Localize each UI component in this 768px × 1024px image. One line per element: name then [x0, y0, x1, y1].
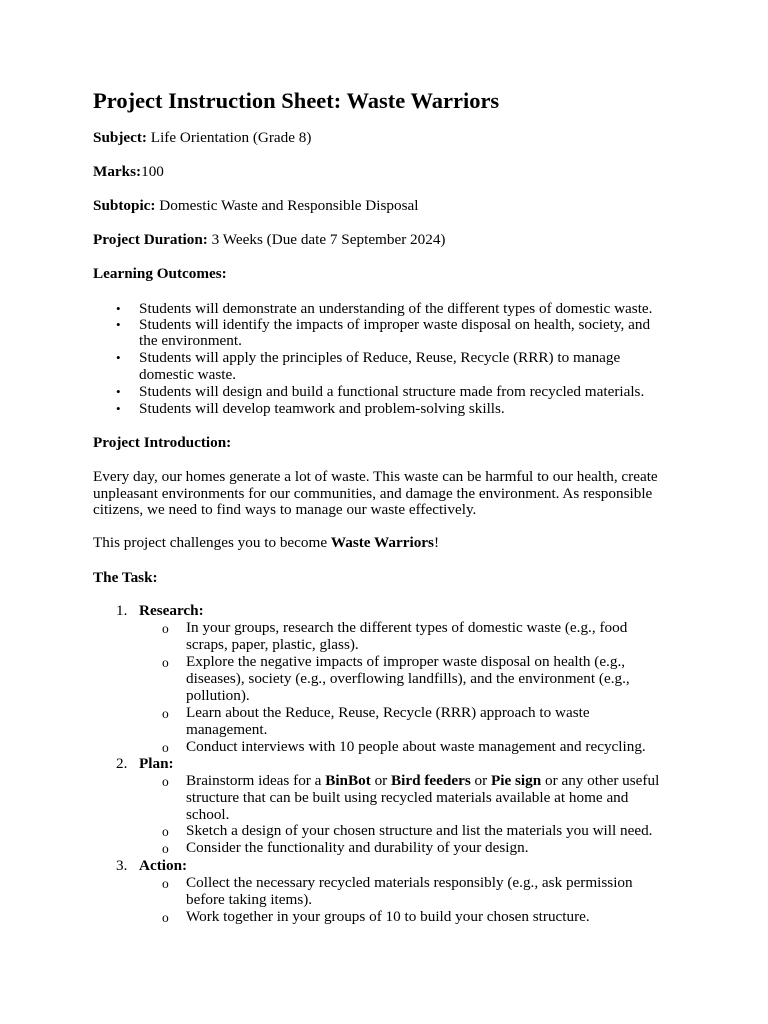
introduction-paragraph-line: Every day, our homes generate a lot of waste. This waste can be harmful to our health, create: [93, 468, 658, 485]
sub-list-item: Sketch a design of your chosen structure and list the materials you will need.: [186, 822, 653, 839]
bullet-icon: •: [116, 350, 121, 365]
brainstorm-text: or: [470, 772, 491, 789]
introduction-heading: Project Introduction:: [93, 434, 232, 451]
challenge-emphasis: Waste Warriors: [330, 534, 434, 551]
challenge-line: [93, 534, 439, 551]
duration-label: Project Duration:: [93, 231, 208, 248]
sub-list-item: Consider the functionality and durability of your design.: [186, 839, 529, 856]
brainstorm-option-pie-sign: Pie sign: [490, 772, 542, 789]
brainstorm-text: or any other useful: [541, 772, 660, 789]
task-heading: The Task:: [93, 569, 158, 586]
sub-bullet-icon: o: [162, 910, 169, 925]
sub-list-item-continuation: pollution).: [186, 687, 250, 704]
marks-label: Marks:: [93, 163, 142, 180]
introduction-paragraph-line: unpleasant environments for our communities, and damage the environment. As responsible: [93, 485, 653, 502]
challenge-text: This project challenges you to become: [93, 534, 331, 551]
list-item-continuation: the environment.: [139, 332, 242, 349]
sub-list-item-continuation: management.: [186, 721, 268, 738]
marks-line: [93, 163, 164, 180]
sub-list-item: Learn about the Reduce, Reuse, Recycle (RRR) approach to waste: [186, 704, 590, 721]
subject-line: [93, 129, 311, 146]
sub-bullet-icon: o: [162, 740, 169, 755]
subject-label: Subject:: [93, 129, 147, 146]
step-number: 1.: [116, 602, 128, 619]
bullet-icon: •: [116, 384, 121, 399]
sub-bullet-icon: o: [162, 876, 169, 891]
sub-list-item: [186, 772, 659, 789]
subtopic-line: [93, 197, 418, 214]
bullet-icon: •: [116, 317, 121, 332]
sub-list-item-continuation: before taking items).: [186, 891, 313, 908]
list-item: Students will develop teamwork and problem-solving skills.: [139, 400, 505, 417]
marks-value: 100: [141, 163, 164, 180]
subtopic-value: Domestic Waste and Responsible Disposal: [159, 197, 419, 214]
brainstorm-text: Brainstorm ideas for a: [186, 772, 326, 789]
step-title: Action:: [139, 857, 188, 874]
step-number: 3.: [116, 857, 128, 874]
sub-bullet-icon: o: [162, 655, 169, 670]
list-item: Students will demonstrate an understanding of the different types of domestic waste.: [139, 300, 653, 317]
sub-list-item-continuation: school.: [186, 806, 230, 823]
sub-list-item: Collect the necessary recycled materials responsibly (e.g., ask permission: [186, 874, 633, 891]
list-item: Students will apply the principles of Reduce, Reuse, Recycle (RRR) to manage: [139, 349, 621, 366]
challenge-punctuation: !: [433, 534, 440, 551]
introduction-paragraph-line: citizens, we need to find ways to manage our waste effectively.: [93, 501, 477, 518]
subject-value: Life Orientation (Grade 8): [150, 129, 312, 146]
sub-list-item: Work together in your groups of 10 to build your chosen structure.: [186, 908, 590, 925]
sub-bullet-icon: o: [162, 706, 169, 721]
sub-list-item: Conduct interviews with 10 people about waste management and recycling.: [186, 738, 646, 755]
sub-bullet-icon: o: [162, 824, 169, 839]
sub-bullet-icon: o: [162, 774, 169, 789]
bullet-icon: •: [116, 401, 121, 416]
list-item-continuation: domestic waste.: [139, 366, 237, 383]
bullet-icon: •: [116, 301, 121, 316]
list-item: Students will design and build a functional structure made from recycled materials.: [139, 383, 645, 400]
brainstorm-option-binbot: BinBot: [325, 772, 371, 789]
sub-list-item-continuation: diseases), society (e.g., overflowing landfills), and the environment (e.g.,: [186, 670, 630, 687]
brainstorm-text: or: [370, 772, 392, 789]
learning-outcomes-heading: Learning Outcomes:: [93, 265, 227, 282]
step-title: Research:: [139, 602, 204, 619]
sub-list-item: Explore the negative impacts of improper waste disposal on health (e.g.,: [186, 653, 626, 670]
sub-bullet-icon: o: [162, 621, 169, 636]
sub-list-item-continuation: scraps, paper, plastic, glass).: [186, 636, 359, 653]
sub-list-item: In your groups, research the different types of domestic waste (e.g., food: [186, 619, 628, 636]
step-number: 2.: [116, 755, 128, 772]
list-item: Students will identify the impacts of improper waste disposal on health, society, and: [139, 316, 651, 333]
sub-list-item-continuation: structure that can be built using recycled materials available at home and: [186, 789, 629, 806]
brainstorm-option-bird-feeders: Bird feeders: [391, 772, 471, 789]
page-title: Project Instruction Sheet: Waste Warriors: [93, 88, 500, 113]
step-title: Plan:: [139, 755, 174, 772]
duration-line: [93, 231, 446, 248]
subtopic-label: Subtopic:: [93, 197, 156, 214]
duration-value: 3 Weeks (Due date 7 September 2024): [211, 231, 446, 248]
sub-bullet-icon: o: [162, 841, 169, 856]
